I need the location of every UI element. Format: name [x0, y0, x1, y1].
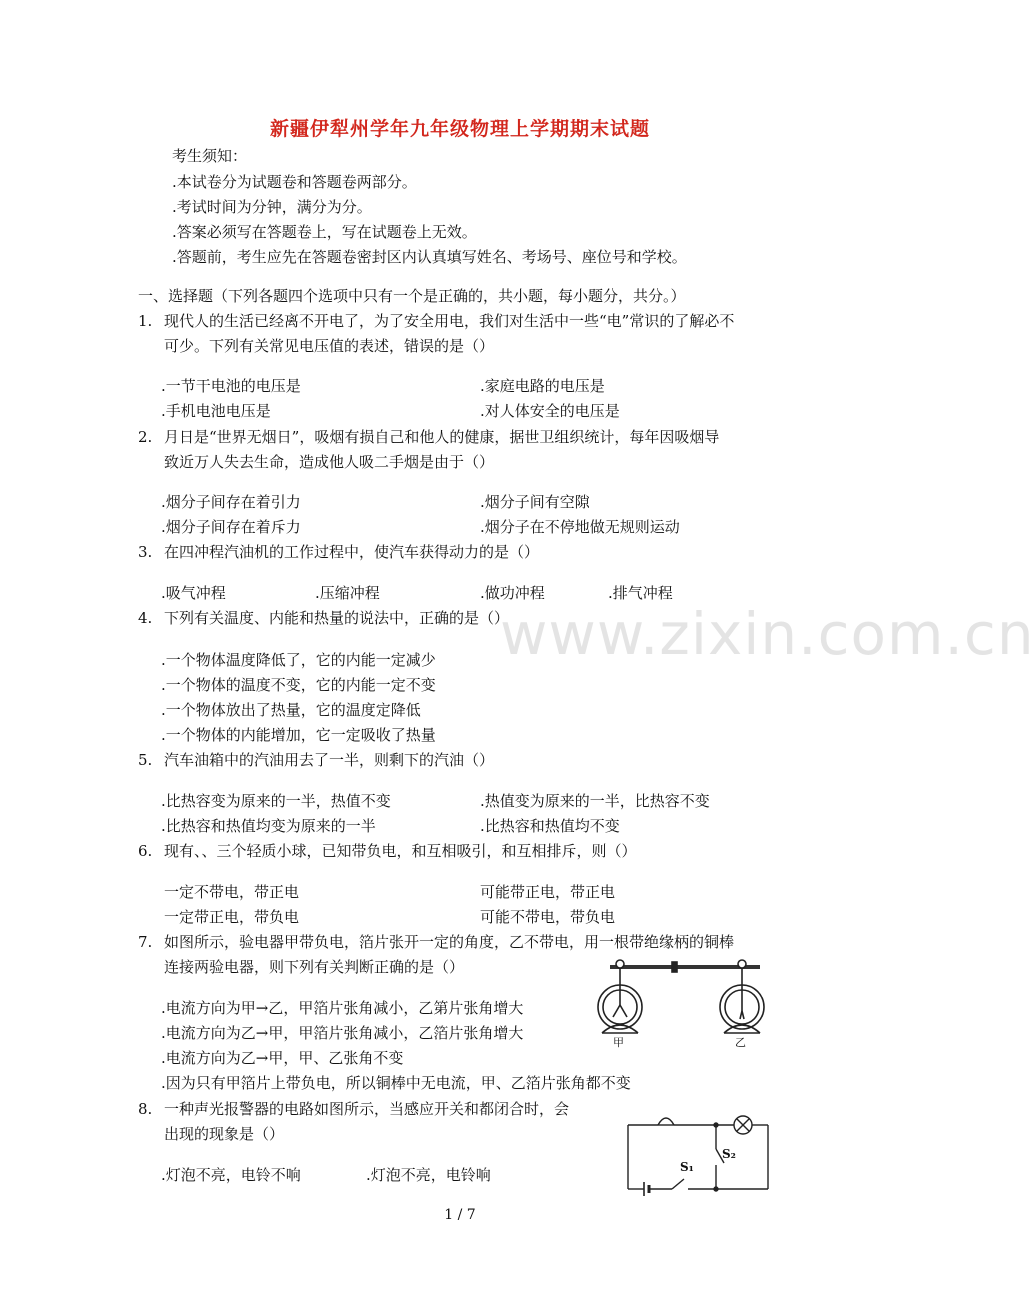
- question-number: 7.: [138, 933, 153, 951]
- option: .电流方向为乙→甲，甲、乙张角不变: [161, 1049, 404, 1067]
- option: .热值变为原来的一半，比热容不变: [480, 792, 710, 810]
- option: .灯泡不亮，电铃响: [366, 1166, 491, 1184]
- option: .比热容变为原来的一半，热值不变: [161, 792, 391, 810]
- option: .手机电池电压是: [161, 402, 271, 420]
- option: .烟分子间有空隙: [480, 493, 590, 511]
- watermark: www.zixin.com.cn: [500, 600, 1035, 668]
- option: 一定带正电，带负电: [164, 908, 300, 926]
- question-number: 6.: [138, 842, 153, 860]
- question-text: 可少。下列有关常见电压值的表述，错误的是（）: [164, 337, 495, 355]
- option: .烟分子间存在着引力: [161, 493, 301, 511]
- option: .比热容和热值均变为原来的一半: [161, 817, 376, 835]
- figure-label-jia: 甲: [613, 1036, 624, 1049]
- question-text: 现有、、三个轻质小球，已知带负电，和互相吸引，和互相排斥，则（）: [164, 842, 637, 860]
- notice-item: .答题前，考生应先在答题卷密封区内认真填写姓名、考场号、座位号和学校。: [172, 248, 687, 266]
- notice-item: .答案必须写在答题卷上，写在试题卷上无效。: [172, 223, 477, 241]
- option: 可能不带电，带负电: [480, 908, 616, 926]
- question-text: 月日是“世界无烟日”，吸烟有损自己和他人的健康，据世卫组织统计，每年因吸烟导: [164, 428, 720, 446]
- option: .对人体安全的电压是: [480, 402, 620, 420]
- option: .比热容和热值均不变: [480, 817, 620, 835]
- option: .一节干电池的电压是: [161, 377, 301, 395]
- option: .烟分子在不停地做无规则运动: [480, 518, 680, 536]
- question-number: 1.: [138, 312, 153, 330]
- question-text: 一种声光报警器的电路如图所示，当感应开关和都闭合时，会: [164, 1100, 570, 1118]
- question-text: 在四冲程汽油机的工作过程中，使汽车获得动力的是（）: [164, 543, 540, 561]
- question-number: 5.: [138, 751, 153, 769]
- option: .排气冲程: [608, 584, 673, 602]
- circuit-diagram: [622, 1105, 774, 1193]
- question-number: 4.: [138, 609, 153, 627]
- question-number: 2.: [138, 428, 153, 446]
- question-text: 出现的现象是（）: [164, 1125, 285, 1143]
- option: 可能带正电，带正电: [480, 883, 616, 901]
- option: .一个物体的温度不变，它的内能一定不变: [161, 676, 436, 694]
- question-text: 连接两验电器，则下列有关判断正确的是（）: [164, 958, 465, 976]
- option: .家庭电路的电压是: [480, 377, 605, 395]
- notice-item: .本试卷分为试题卷和答题卷两部分。: [172, 173, 417, 191]
- option: .一个物体放出了热量，它的温度定降低: [161, 701, 421, 719]
- option: .烟分子间存在着斥力: [161, 518, 301, 536]
- question-number: 3.: [138, 543, 153, 561]
- option: .电流方向为甲→乙，甲箔片张角减小，乙第片张角增大: [161, 999, 524, 1017]
- question-number: 8.: [138, 1100, 153, 1118]
- question-text: 下列有关温度、内能和热量的说法中，正确的是（）: [164, 609, 510, 627]
- option: .一个物体的内能增加，它一定吸收了热量: [161, 726, 436, 744]
- option: .灯泡不亮，电铃不响: [161, 1166, 301, 1184]
- switch-label-s1: S₁: [680, 1160, 694, 1174]
- option: .一个物体温度降低了，它的内能一定减少: [161, 651, 436, 669]
- question-text: 致近万人失去生命，造成他人吸二手烟是由于（）: [164, 453, 495, 471]
- option: .做功冲程: [480, 584, 545, 602]
- option: .电流方向为乙→甲，甲箔片张角减小，乙箔片张角增大: [161, 1024, 524, 1042]
- option: .吸气冲程: [161, 584, 226, 602]
- question-text: 如图所示，验电器甲带负电，箔片张开一定的角度，乙不带电，用一根带绝缘柄的铜棒: [164, 933, 735, 951]
- switch-label-s2: S₂: [722, 1147, 736, 1161]
- figure-label-yi: 乙: [735, 1036, 746, 1049]
- option: 一定不带电，带正电: [164, 883, 300, 901]
- question-text: 现代人的生活已经离不开电了，为了安全用电，我们对生活中一些“电”常识的了解必不: [164, 312, 735, 330]
- option: .因为只有甲箔片上带负电，所以铜棒中无电流，甲、乙箔片张角都不变: [161, 1074, 631, 1092]
- notice-heading: 考生须知：: [172, 147, 248, 165]
- question-text: 汽车油箱中的汽油用去了一半，则剩下的汽油（）: [164, 751, 495, 769]
- page-number: 1 / 7: [444, 1207, 476, 1223]
- option: .压缩冲程: [315, 584, 380, 602]
- section-heading: 一、选择题（下列各题四个选项中只有一个是正确的，共小题，每小题分，共分。）: [138, 287, 686, 305]
- page-title: 新疆伊犁州学年九年级物理上学期期末试题: [269, 118, 650, 140]
- notice-item: .考试时间为分钟，满分为分。: [172, 198, 372, 216]
